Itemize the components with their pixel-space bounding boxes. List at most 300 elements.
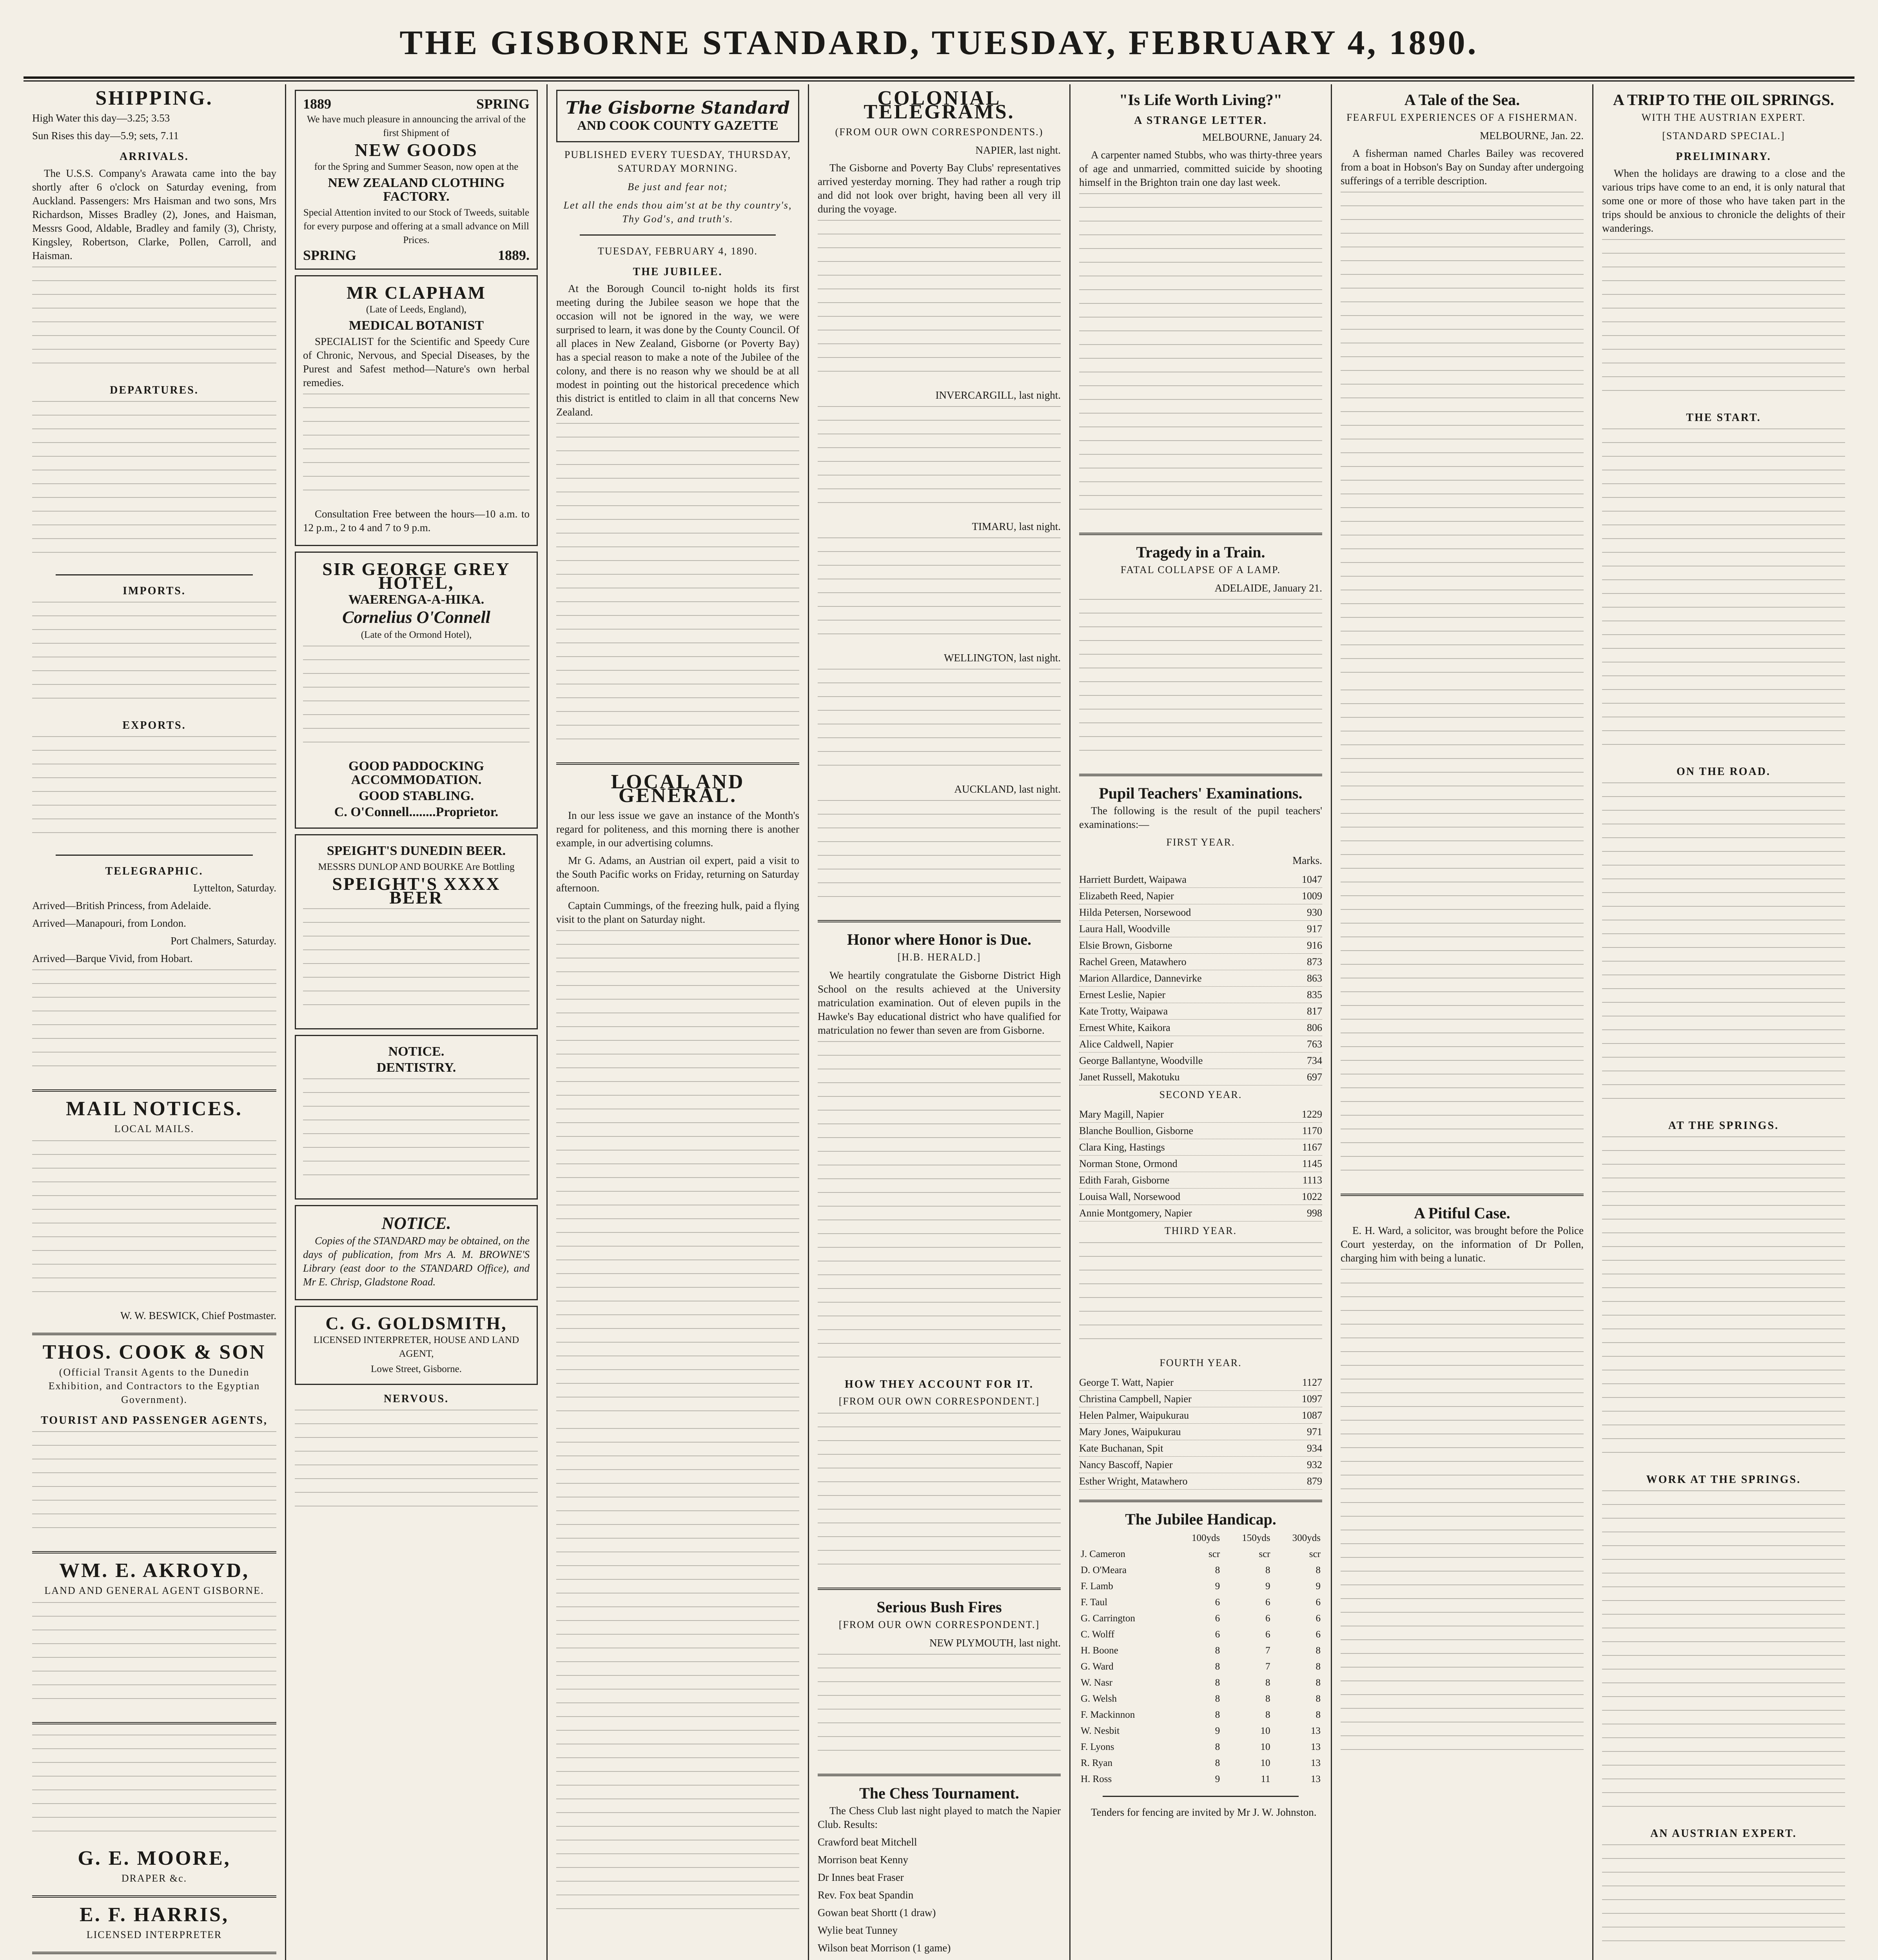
honor-sub: [H.B. HERALD.] [897, 951, 981, 963]
handicap-row [1079, 1755, 1322, 1771]
handicap-value: 13 [1311, 1726, 1321, 1736]
pupil-name: Blanche Boullion, Gisborne [1079, 1125, 1194, 1136]
handicap-row [1079, 1723, 1322, 1739]
handicap-value: 8 [1316, 1565, 1321, 1575]
handicap-value: 9 [1265, 1581, 1270, 1592]
pupil-marks: 998 [1307, 1207, 1322, 1219]
pupil-name: Kate Trotty, Waipawa [1079, 1005, 1168, 1017]
result-row [1079, 1205, 1322, 1221]
motto1: Be just and fear not; [628, 181, 728, 192]
handicap-value: 9 [1316, 1581, 1321, 1592]
tragedy-sub: FATAL COLLAPSE OF A LAMP. [1120, 564, 1281, 575]
runner-name: W. Nasr [1081, 1677, 1113, 1688]
handicap-value: 6 [1265, 1597, 1270, 1608]
divider [1079, 774, 1322, 776]
text-block [32, 267, 276, 376]
handicap-value: scr [1309, 1549, 1321, 1559]
pupil-marks: 916 [1307, 940, 1322, 951]
handicap-value: 9 [1215, 1774, 1220, 1784]
chess-result: Morrison beat Kenny [818, 1854, 908, 1866]
column-oil-springs [1592, 84, 1854, 1960]
handicap-value: 8 [1215, 1661, 1220, 1672]
handicap-value: 10 [1260, 1726, 1270, 1736]
spring-year: 1889 [303, 96, 331, 112]
text-block [1341, 192, 1584, 686]
imports-heading: IMPORTS. [123, 585, 186, 597]
text-block [1602, 1844, 1845, 1954]
page-columns [24, 84, 1854, 1960]
text-block [32, 1140, 276, 1305]
speight-ad [295, 834, 538, 1029]
result-row [1079, 1457, 1322, 1473]
result-row [1079, 970, 1322, 987]
dateline: NEW PLYMOUTH, last night. [929, 1637, 1061, 1649]
akroyd-sub: LAND AND GENERAL AGENT GISBORNE. [44, 1585, 264, 1596]
pupil-marks: 817 [1307, 1005, 1322, 1017]
text-block [818, 1413, 1061, 1577]
pupil-name: Esther Wright, Matawhero [1079, 1475, 1188, 1487]
text-block [818, 406, 1061, 516]
local-heading: LOCAL AND GENERAL. [611, 771, 745, 807]
handicap-heading: The Jubilee Handicap. [1125, 1510, 1276, 1528]
chess-result: Crawford beat Mitchell [818, 1836, 917, 1848]
notice-ad [295, 1035, 538, 1200]
tele-place: Port Chalmers, Saturday. [171, 935, 276, 947]
handicap-row [1079, 1546, 1322, 1562]
chess-result: Dr Innes beat Fraser [818, 1871, 904, 1883]
handicap-value: 8 [1215, 1693, 1220, 1704]
text-block [303, 908, 530, 1018]
text-block [303, 1078, 530, 1188]
sea-p1: A fisherman named Charles Bailey was recovered from a boat in Hobson's Bay on Sunday after undergoing sufferings of a terrible description. [1341, 147, 1584, 187]
hotel-place: WAERENGA-A-HIKA. [348, 592, 484, 607]
pupil-name: Louisa Wall, Norsewood [1079, 1191, 1181, 1202]
pupil-marks: 806 [1307, 1022, 1322, 1033]
pitiful-heading: A Pitiful Case. [1414, 1204, 1510, 1222]
pupil-name: Edith Farah, Gisborne [1079, 1174, 1170, 1186]
proprietor: C. O'Connell........Proprietor. [334, 805, 499, 819]
copies-text: Copies of the STANDARD may be obtained, on the days of publication, from Mrs A. M. BROWNE'S Library (east door to the STANDARD Office), and Mr E. Chrisp, Gladstone Road. [303, 1235, 530, 1288]
text-block [32, 401, 276, 566]
handicap-header [1079, 1530, 1322, 1546]
column-telegrams [808, 84, 1069, 1960]
text-block [1079, 599, 1322, 764]
work-heading: WORK AT THE SPRINGS. [1646, 1474, 1801, 1486]
issue-date: TUESDAY, FEBRUARY 4, 1890. [598, 245, 758, 257]
handicap-value: 8 [1316, 1693, 1321, 1704]
spring-label: SPRING [476, 96, 530, 112]
hotel-heading: SIR GEORGE GREY HOTEL, [322, 559, 510, 593]
handicap-value: 8 [1265, 1565, 1270, 1575]
text-block [32, 1735, 276, 1844]
handicap-value: 13 [1311, 1758, 1321, 1768]
pupil-name: Elsie Brown, Gisborne [1079, 940, 1172, 951]
paper-title: The Gisborne Standard [566, 98, 790, 118]
spring-line3: Special Attention invited to our Stock of Tweeds, suitable for every purpose and offering at a small advance on Mill Prices. [303, 207, 530, 245]
chess-results [818, 1835, 1061, 1955]
handicap-row [1079, 1707, 1322, 1723]
divider [1341, 1194, 1584, 1196]
column-editorial [546, 84, 808, 1960]
handicap-value: 7 [1265, 1661, 1270, 1672]
runner-name: F. Lamb [1081, 1581, 1113, 1592]
runner-name: F. Lyons [1081, 1742, 1114, 1752]
clapham-hours: Consultation Free between the hours—10 a.m. to 12 p.m., 2 to 4 and 7 to 9 p.m. [303, 508, 530, 534]
pupil-marks: 1170 [1302, 1125, 1322, 1136]
dateline: TIMARU, last night. [972, 521, 1061, 532]
paddocking: GOOD PADDOCKING ACCOMMODATION. [348, 759, 484, 787]
high-water: High Water this day—3.25; 3.53 [32, 112, 170, 124]
pupil-marks: 934 [1307, 1443, 1322, 1454]
chess-p1: The Chess Club last night played to match the Napier Club. Results: [818, 1805, 1061, 1830]
local-p3: Captain Cummings, of the freezing hulk, paid a flying visit to the plant on Saturday night. [556, 900, 799, 925]
moore-heading: G. E. MOORE, [78, 1847, 231, 1869]
fourth-year-heading: FOURTH YEAR. [1159, 1357, 1242, 1368]
divider [1079, 533, 1322, 535]
text-block [32, 1602, 276, 1712]
dateline: MELBOURNE, January 24. [1202, 131, 1322, 143]
handicap-value: 6 [1265, 1613, 1270, 1624]
sea-sub: FEARFUL EXPERIENCES OF A FISHERMAN. [1346, 112, 1578, 123]
spring-ad [295, 90, 538, 270]
pupil-name: Marion Allardice, Dannevirke [1079, 973, 1202, 984]
how-heading: HOW THEY ACCOUNT FOR IT. [845, 1378, 1034, 1390]
runner-name: G. Welsh [1081, 1693, 1117, 1704]
pupil-marks: 1087 [1302, 1410, 1322, 1421]
handicap-row [1079, 1675, 1322, 1691]
result-row [1079, 1189, 1322, 1205]
new-goods: NEW GOODS [355, 140, 478, 160]
notice-italic: NOTICE. [381, 1214, 451, 1233]
result-row [1079, 1156, 1322, 1172]
telegrams-p1: The Gisborne and Poverty Bay Clubs' representatives arrived yesterday morning. They had rather a rough trip and did not look over bright, having been all very ill during the voyage. [818, 162, 1061, 215]
pupil-name: Ernest Leslie, Napier [1079, 989, 1166, 1000]
handicap-value: 100yds [1192, 1533, 1220, 1543]
pupil-name: Mary Jones, Waipukurau [1079, 1426, 1181, 1437]
handicap-value: 8 [1316, 1677, 1321, 1688]
handicap-value: 8 [1215, 1677, 1220, 1688]
handicap-value: 13 [1311, 1742, 1321, 1752]
oconnell-sub: (Late of the Ormond Hotel), [361, 630, 472, 640]
handicap-row [1079, 1691, 1322, 1707]
clapham-sub: (Late of Leeds, England), [366, 304, 467, 315]
handicap-row [1079, 1739, 1322, 1755]
result-row [1079, 1473, 1322, 1490]
arrivals-heading: ARRIVALS. [120, 151, 189, 163]
divider [818, 920, 1061, 922]
text-block [1079, 193, 1322, 523]
handicap-value: 8 [1215, 1565, 1220, 1575]
divider [1103, 1796, 1299, 1797]
runner-name: W. Nesbit [1081, 1726, 1120, 1736]
published: PUBLISHED EVERY TUESDAY, THURSDAY, SATURDAY MORNING. [564, 149, 791, 174]
spring-line2: for the Spring and Summer Season, now open at the [314, 162, 519, 172]
handicap-table [1079, 1530, 1322, 1787]
sea-heading: A Tale of the Sea. [1404, 91, 1520, 109]
pupil-marks: 879 [1307, 1475, 1322, 1487]
first-year-heading: FIRST YEAR. [1166, 837, 1235, 848]
pupil-name: Rachel Green, Matawhero [1079, 956, 1187, 967]
pupil-marks: 873 [1307, 956, 1322, 967]
honor-p1: We heartily congratulate the Gisborne District High School on the results achieved at the University matriculation examination. Out of eleven pupils in the Hawke's Bay educational district who have qualified for matriculation no fewer than seven are from Gisborne. [818, 969, 1061, 1036]
masthead-rule-thin [24, 80, 1854, 82]
text-block [556, 1428, 799, 1922]
text-block [32, 1431, 276, 1541]
pupil-marks: 697 [1307, 1071, 1322, 1083]
pupil-marks: 930 [1307, 907, 1322, 918]
speight-xxxx: SPEIGHT'S XXXX BEER [332, 874, 501, 907]
pupil-heading: Pupil Teachers' Examinations. [1099, 784, 1303, 802]
tele-arrived: Arrived—Manapouri, from London. [32, 917, 186, 929]
life-p1: A carpenter named Stubbs, who was thirty-three years of age and unmarried, committed suicide by shooting himself in the Brighton train one day last week. [1079, 149, 1322, 188]
pupil-marks: 863 [1307, 973, 1322, 984]
akroyd-heading: WM. E. AKROYD, [59, 1559, 249, 1582]
spring-line1: We have much pleasure in announcing the arrival of the first Shipment of [307, 114, 526, 138]
second-year-list [1079, 1106, 1322, 1221]
harris-heading: E. F. HARRIS, [80, 1904, 229, 1926]
result-row [1079, 1003, 1322, 1020]
pupil-marks: 917 [1307, 923, 1322, 935]
dateline: WELLINGTON, last night. [944, 652, 1061, 664]
clapham-ad [295, 275, 538, 546]
handicap-value: 13 [1311, 1774, 1321, 1784]
pupil-name: George T. Watt, Napier [1079, 1377, 1174, 1388]
handicap-value: scr [1259, 1549, 1270, 1559]
result-row [1079, 987, 1322, 1003]
pupil-name: Alice Caldwell, Napier [1079, 1038, 1174, 1050]
first-year-list [1079, 871, 1322, 1085]
chess-result: Gowan beat Shortt (1 draw) [818, 1907, 936, 1918]
result-row [1079, 1407, 1322, 1424]
divider [32, 1952, 276, 1954]
tele-arrived: Arrived—Barque Vivid, from Hobart. [32, 953, 193, 964]
text-block [556, 930, 799, 1424]
divider [56, 855, 253, 856]
handicap-row [1079, 1594, 1322, 1610]
pupil-marks: 1113 [1302, 1174, 1322, 1186]
chess-result: Wylie beat Tunney [818, 1924, 898, 1936]
pupil-name: Helen Palmer, Waipukurau [1079, 1410, 1189, 1421]
divider [818, 1588, 1061, 1590]
divider [818, 1774, 1061, 1776]
column-advertisements [285, 84, 546, 1960]
arrivals-text: The U.S.S. Company's Arawata came into the bay shortly after 6 o'clock on Saturday evening, from Auckland. Passengers: Mrs Haisman and two sons, Mrs Richardson, Misses Bradley (2), Jones, and Haisman, Messrs Good, Aldable, Bradley and family (3), Christy, Kingsley, Robertson, Clarke, Pollen, Carroll, and Haisman. [32, 167, 276, 261]
goldsmith-sub: LICENSED INTERPRETER, HOUSE AND LAND AGENT, [313, 1335, 519, 1359]
result-row [1079, 1053, 1322, 1069]
divider [1079, 1500, 1322, 1502]
handicap-value: 8 [1316, 1645, 1321, 1656]
result-row [1079, 1391, 1322, 1407]
stabling: GOOD STABLING. [358, 789, 474, 803]
divider [32, 1551, 276, 1553]
pupil-name: Clara King, Hastings [1079, 1142, 1165, 1153]
oconnell-name: Cornelius O'Connell [342, 608, 490, 627]
chess-heading: The Chess Tournament. [859, 1784, 1019, 1802]
pupil-marks: 971 [1307, 1426, 1322, 1437]
runner-name: F. Taul [1081, 1597, 1108, 1608]
chess-result: Rev. Fox beat Spandin [818, 1889, 914, 1901]
pupil-name: Nancy Bascoff, Napier [1079, 1459, 1173, 1470]
text-block [1602, 1136, 1845, 1466]
pupil-marks: 1229 [1302, 1109, 1322, 1120]
handicap-value: 8 [1265, 1693, 1270, 1704]
life-heading: "Is Life Worth Living?" [1119, 91, 1282, 109]
text-block [32, 602, 276, 711]
tele-place: Lyttelton, Saturday. [193, 882, 276, 894]
clapham-heading: MR CLAPHAM [347, 283, 486, 303]
handicap-row [1079, 1578, 1322, 1594]
pupil-marks: 763 [1307, 1038, 1322, 1050]
divider [32, 1333, 276, 1335]
pupil-name: George Ballantyne, Woodville [1079, 1055, 1203, 1066]
sun-times: Sun Rises this day—5.9; sets, 7.11 [32, 130, 179, 142]
pupil-marks: 835 [1307, 989, 1322, 1000]
divider [556, 762, 799, 765]
text-block [1602, 428, 1845, 758]
pupil-name: Elizabeth Reed, Napier [1079, 890, 1174, 902]
spring-label: SPRING [303, 247, 357, 263]
result-row [1079, 1374, 1322, 1391]
runner-name [1079, 1530, 1171, 1546]
handicap-value: 6 [1316, 1613, 1321, 1624]
result-row [1079, 1123, 1322, 1139]
dateline: MELBOURNE, Jan. 22. [1480, 130, 1584, 142]
handicap-value: 11 [1261, 1774, 1270, 1784]
springs-heading: AT THE SPRINGS. [1668, 1120, 1779, 1132]
paper-nameplate [556, 90, 799, 142]
handicap-row [1079, 1626, 1322, 1642]
pupil-name: Kate Buchanan, Spit [1079, 1443, 1163, 1454]
text-block [1602, 782, 1845, 1112]
text-block [818, 669, 1061, 779]
divider [32, 1089, 276, 1092]
prelim-heading: PRELIMINARY. [1676, 151, 1771, 163]
departures-heading: DEPARTURES. [110, 384, 199, 396]
hotel-ad [295, 552, 538, 829]
jubilee-p1: At the Borough Council to-night holds its first meeting during the Jubilee season we hope that the occasion will not be ignored in the way, we were surprised to learn, it was done by the County Council. Of all places in New Zealand, Gisborne (or Poverty Bay) has a special reason to make a note of the Jubilee of the colony, and there is no reason why we should be at all modest in pointing out the historical precedence which this district is entitled to claim in all that concerns New Zealand. [556, 283, 799, 418]
cook-heading: THOS. COOK & SON [42, 1341, 266, 1363]
dateline: ADELAIDE, January 21. [1214, 582, 1322, 594]
handicap-value: 6 [1316, 1597, 1321, 1608]
dateline: AUCKLAND, last night. [954, 783, 1061, 795]
handicap-value: 10 [1260, 1758, 1270, 1768]
handicap-row [1079, 1562, 1322, 1578]
telegrams-sub: (FROM OUR OWN CORRESPONDENTS.) [835, 126, 1043, 138]
cook-sub: (Official Transit Agents to the Dunedin Exhibition, and Contractors to the Egyptian Government). [48, 1367, 260, 1405]
runner-name: R. Ryan [1081, 1758, 1112, 1768]
mail-notices-heading: MAIL NOTICES. [66, 1098, 243, 1120]
handicap-row [1079, 1771, 1322, 1787]
nervous-heading: NERVOUS. [383, 1393, 449, 1405]
text-block [818, 220, 1061, 385]
runner-name: H. Boone [1081, 1645, 1118, 1656]
column-shipping [24, 84, 285, 1960]
pitiful-p1: E. H. Ward, a solicitor, was brought before the Police Court yesterday, on the information of Dr Pollen, charging him with being a lunatic. [1341, 1225, 1584, 1264]
pupil-name: Christina Campbell, Napier [1079, 1393, 1192, 1405]
divider [580, 234, 776, 236]
text-block [32, 969, 276, 1079]
third-year-heading: THIRD YEAR. [1164, 1225, 1237, 1236]
second-year-heading: SECOND YEAR. [1159, 1089, 1242, 1100]
handicap-value: 7 [1265, 1645, 1270, 1656]
local-p2: Mr G. Adams, an Austrian oil expert, paid a visit to the South Pacific works on Friday, returning on Saturday afternoon. [556, 855, 799, 894]
handicap-value: 10 [1260, 1742, 1270, 1752]
telegrams-heading: COLONIAL TELEGRAMS. [864, 87, 1015, 123]
result-row [1079, 888, 1322, 904]
handicap-value: 8 [1215, 1645, 1220, 1656]
pupil-marks: 1022 [1302, 1191, 1322, 1202]
tenders: Tenders for fencing are invited by Mr J. W. Johnston. [1091, 1806, 1317, 1818]
mail-signoff: W. W. BESWICK, Chief Postmaster. [120, 1310, 276, 1321]
handicap-value: 8 [1215, 1710, 1220, 1720]
expert-heading: AN AUSTRIAN EXPERT. [1650, 1828, 1797, 1840]
strange-heading: A STRANGE LETTER. [1134, 114, 1267, 127]
divider [56, 574, 253, 575]
pupil-marks: 1047 [1302, 874, 1322, 885]
oil-special: [STANDARD SPECIAL.] [1662, 130, 1785, 142]
pupil-name: Janet Russell, Makotuku [1079, 1071, 1180, 1083]
result-row [1079, 937, 1322, 954]
handicap-value: 6 [1215, 1629, 1220, 1640]
text-block [1341, 690, 1584, 1183]
spring-year: 1889. [498, 247, 530, 263]
result-row [1079, 904, 1322, 921]
goldsmith-addr: Lowe Street, Gisborne. [371, 1364, 462, 1374]
pupil-marks: 1097 [1302, 1393, 1322, 1405]
goldsmith-heading: C. G. GOLDSMITH, [325, 1313, 507, 1333]
text-block [1079, 1242, 1322, 1352]
pupil-marks: 1145 [1302, 1158, 1322, 1169]
handicap-value: 6 [1265, 1629, 1270, 1640]
text-block [303, 394, 530, 503]
handicap-value: 6 [1215, 1613, 1220, 1624]
runner-name: G. Ward [1081, 1661, 1114, 1672]
handicap-value: 300yds [1292, 1533, 1321, 1543]
handicap-row [1079, 1642, 1322, 1659]
text-block [1341, 1269, 1584, 1763]
pupil-name: Harriett Burdett, Waipawa [1079, 874, 1187, 885]
handicap-value: 8 [1215, 1758, 1220, 1768]
handicap-value: 6 [1215, 1597, 1220, 1608]
result-row [1079, 1069, 1322, 1085]
handicap-value: 6 [1316, 1629, 1321, 1640]
dateline: NAPIER, last night. [975, 144, 1061, 156]
clapham-role: MEDICAL BOTANIST [348, 318, 484, 333]
bush-heading: Serious Bush Fires [876, 1598, 1002, 1616]
pupil-marks: 1127 [1302, 1377, 1322, 1388]
copies-ad [295, 1205, 538, 1300]
result-row [1079, 1020, 1322, 1036]
handicap-row [1079, 1610, 1322, 1626]
speight-heading: SPEIGHT'S DUNEDIN BEER. [327, 844, 506, 858]
local-mails: LOCAL MAILS. [114, 1123, 194, 1134]
bush-sub: [FROM OUR OWN CORRESPONDENT.] [838, 1619, 1040, 1630]
text-block [556, 423, 799, 752]
chess-result: Wilson beat Morrison (1 game) [818, 1942, 951, 1954]
how-sub: [FROM OUR OWN CORRESPONDENT.] [838, 1396, 1040, 1407]
oil-heading: A TRIP TO THE OIL SPRINGS. [1613, 91, 1834, 109]
pupil-name: Ernest White, Kaikora [1079, 1022, 1170, 1033]
text-block [32, 736, 276, 846]
result-row [1079, 1172, 1322, 1189]
dentistry-heading: DENTISTRY. [376, 1060, 456, 1075]
tragedy-heading: Tragedy in a Train. [1136, 543, 1265, 561]
runner-name: C. Wolff [1081, 1629, 1114, 1640]
handicap-row [1079, 1659, 1322, 1675]
divider [32, 1895, 276, 1898]
cook-agents: TOURIST AND PASSENGER AGENTS, [41, 1414, 268, 1426]
paper-sub: AND COOK COUNTY GAZETTE [577, 118, 778, 133]
